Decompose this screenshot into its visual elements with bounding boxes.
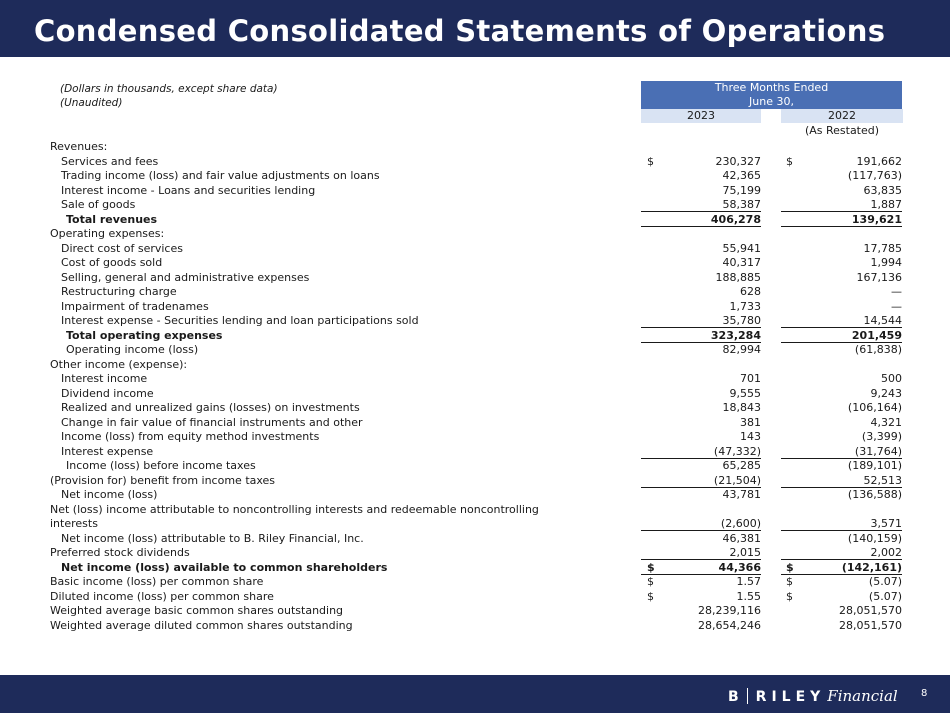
period-header xyxy=(641,81,902,109)
value-2023: 55,941 xyxy=(722,241,761,255)
unaudited-note: (Unaudited) xyxy=(60,97,123,109)
table-row xyxy=(0,343,950,357)
table-row xyxy=(0,430,950,444)
underline-rule xyxy=(781,213,902,227)
period-header-line1: Three Months Ended xyxy=(714,81,829,94)
table-row xyxy=(0,619,950,633)
value-2022: (140,159) xyxy=(847,531,902,545)
row-label: Interest income xyxy=(61,372,148,385)
underline-rule xyxy=(641,546,761,560)
row-label: Net income (loss) xyxy=(61,488,158,501)
table-row xyxy=(0,372,950,386)
column-header-2023: 2023 xyxy=(641,109,761,123)
table-row xyxy=(0,488,950,502)
underline-rule xyxy=(781,329,902,343)
value-2022: 500 xyxy=(881,372,902,385)
value-2023: 35,780 xyxy=(722,314,761,327)
table-row xyxy=(0,155,950,169)
value-2023: 323,284 xyxy=(710,328,761,342)
row-label: Weighted average basic common shares outstanding xyxy=(50,604,344,617)
footer-bar xyxy=(0,675,950,713)
row-label: Operating expenses: xyxy=(50,227,165,240)
value-2023: 188,885 xyxy=(715,270,761,284)
table-row xyxy=(0,314,950,328)
row-label: Restructuring charge xyxy=(61,285,177,298)
value-2022: 2,002 xyxy=(870,546,902,559)
value-2022: 4,321 xyxy=(870,415,902,429)
underline-rule xyxy=(641,314,761,328)
underline-rule xyxy=(641,198,761,212)
value-2023: 1.55 xyxy=(736,589,761,603)
underline-rule xyxy=(641,329,761,343)
value-2023: 28,654,246 xyxy=(698,618,761,632)
value-2022: 9,243 xyxy=(870,386,902,400)
value-2022: 191,662 xyxy=(856,154,902,168)
company-logo xyxy=(728,687,898,705)
table-row xyxy=(0,358,950,372)
value-2022: 1,994 xyxy=(870,256,902,269)
value-2023: 9,555 xyxy=(729,386,761,400)
row-label: Net income (loss) available to common shareholders xyxy=(61,560,388,574)
row-label: Interest expense xyxy=(61,444,154,458)
value-2022: — xyxy=(891,299,902,313)
underline-rule xyxy=(781,474,902,488)
currency-symbol: $ xyxy=(786,589,793,603)
value-2022: 201,459 xyxy=(851,328,902,342)
underline-rule xyxy=(781,445,902,459)
page-number: 8 xyxy=(921,688,928,699)
underline-rule xyxy=(781,314,902,328)
value-2022: (136,588) xyxy=(847,488,902,501)
row-label: Trading income (loss) and fair value adjustments on loans xyxy=(61,169,380,182)
row-label: Selling, general and administrative expenses xyxy=(61,270,310,284)
value-2023: (2,600) xyxy=(720,517,761,530)
row-label: Net (loss) income attributable to noncontrolling interests and redeemable noncontrolling xyxy=(50,502,539,516)
currency-symbol: $ xyxy=(647,575,654,588)
value-2022: (142,161) xyxy=(841,560,902,574)
title-bar xyxy=(0,0,950,57)
logo-b: B xyxy=(728,689,739,705)
table-row xyxy=(0,561,950,575)
table-row xyxy=(0,184,950,198)
value-2023: 82,994 xyxy=(722,343,761,356)
table-row xyxy=(0,300,950,314)
value-2023: 143 xyxy=(740,430,761,443)
row-label: Diluted income (loss) per common share xyxy=(50,589,274,603)
table-row xyxy=(0,140,950,154)
row-label: (Provision for) benefit from income taxes xyxy=(50,473,276,487)
value-2023: 75,199 xyxy=(722,183,761,197)
value-2022: 139,621 xyxy=(851,212,902,226)
value-2023: 381 xyxy=(740,415,761,429)
logo-financial: Financial xyxy=(827,687,898,705)
row-label: Impairment of tradenames xyxy=(61,299,209,313)
value-2022: (5.07) xyxy=(868,575,902,588)
currency-symbol: $ xyxy=(647,560,655,574)
table-row xyxy=(0,590,950,604)
value-2022: (189,101) xyxy=(847,459,902,472)
value-2023: (21,504) xyxy=(713,473,761,487)
row-label: Dividend income xyxy=(61,386,154,400)
value-2022: 63,835 xyxy=(863,183,902,197)
value-2023: 230,327 xyxy=(715,154,761,168)
logo-riley: RILEY xyxy=(755,689,826,705)
row-label: Other income (expense): xyxy=(50,357,188,371)
currency-symbol: $ xyxy=(786,575,793,588)
value-2022: 17,785 xyxy=(863,241,902,255)
table-row xyxy=(0,503,950,517)
underline-rule xyxy=(641,517,761,531)
underline-rule xyxy=(641,213,761,227)
row-label: Cost of goods sold xyxy=(61,256,163,269)
value-2023: 65,285 xyxy=(722,459,761,472)
row-label: interests xyxy=(50,517,98,530)
row-label: Basic income (loss) per common share xyxy=(50,575,264,588)
row-label: Interest expense - Securities lending and loan participations sold xyxy=(61,314,419,327)
table-row xyxy=(0,271,950,285)
value-2022: 28,051,570 xyxy=(839,618,902,632)
row-label: Operating income (loss) xyxy=(66,343,199,356)
underline-rule xyxy=(781,198,902,212)
row-label: Direct cost of services xyxy=(61,241,183,255)
table-row xyxy=(0,329,950,343)
table-row xyxy=(0,532,950,546)
value-2022: 3,571 xyxy=(870,517,902,530)
table-row xyxy=(0,575,950,589)
row-label: Sale of goods xyxy=(61,198,136,211)
period-header-line2: June 30, xyxy=(749,95,794,108)
row-label: Revenues: xyxy=(50,140,108,153)
units-note: (Dollars in thousands, except share data) xyxy=(60,83,278,95)
underline-rule xyxy=(641,445,761,459)
table-row xyxy=(0,198,950,212)
table-row xyxy=(0,213,950,227)
underline-rule xyxy=(781,561,902,575)
logo-divider xyxy=(747,688,748,704)
table-row xyxy=(0,401,950,415)
value-2022: (106,164) xyxy=(847,401,902,414)
value-2023: 2,015 xyxy=(729,546,761,559)
row-label: Weighted average diluted common shares outstanding xyxy=(50,618,353,632)
value-2023: 1,733 xyxy=(729,299,761,313)
value-2023: (47,332) xyxy=(713,444,761,458)
restated-note: (As Restated) xyxy=(804,124,880,137)
value-2023: 1.57 xyxy=(736,575,761,588)
value-2022: 28,051,570 xyxy=(839,604,902,617)
row-label: Income (loss) from equity method investments xyxy=(61,430,320,443)
value-2023: 18,843 xyxy=(722,401,761,414)
value-2022: 167,136 xyxy=(856,270,902,284)
value-2023: 42,365 xyxy=(722,169,761,182)
value-2023: 701 xyxy=(740,372,761,385)
table-row xyxy=(0,387,950,401)
value-2023: 28,239,116 xyxy=(698,604,761,617)
table-row xyxy=(0,285,950,299)
currency-symbol: $ xyxy=(647,589,654,603)
table-row xyxy=(0,517,950,531)
table-row xyxy=(0,474,950,488)
value-2023: 46,381 xyxy=(722,531,761,545)
table-row xyxy=(0,242,950,256)
value-2023: 628 xyxy=(740,285,761,298)
table-row xyxy=(0,256,950,270)
table-row xyxy=(0,604,950,618)
underline-rule xyxy=(781,546,902,560)
value-2022: — xyxy=(891,285,902,298)
page-title: Condensed Consolidated Statements of Operations xyxy=(34,14,886,48)
row-label: Services and fees xyxy=(61,154,159,168)
row-label: Preferred stock dividends xyxy=(50,546,190,559)
table-row xyxy=(0,227,950,241)
value-2022: 52,513 xyxy=(863,473,902,487)
table-row xyxy=(0,546,950,560)
currency-symbol: $ xyxy=(786,154,793,168)
row-label: Net income (loss) attributable to B. Riley Financial, Inc. xyxy=(61,531,364,545)
row-label: Realized and unrealized gains (losses) on investments xyxy=(61,401,360,414)
row-label: Interest income - Loans and securities lending xyxy=(61,183,316,197)
value-2023: 43,781 xyxy=(722,488,761,501)
column-header-2022: 2022 xyxy=(781,109,903,123)
value-2023: 406,278 xyxy=(710,212,761,226)
currency-symbol: $ xyxy=(647,154,654,168)
value-2022: 14,544 xyxy=(863,314,902,327)
row-label: Total operating expenses xyxy=(66,328,223,342)
value-2023: 40,317 xyxy=(722,256,761,269)
value-2022: (61,838) xyxy=(854,343,902,356)
table-row xyxy=(0,445,950,459)
value-2023: 44,366 xyxy=(718,560,761,574)
row-label: Change in fair value of financial instruments and other xyxy=(61,415,363,429)
value-2022: (5.07) xyxy=(868,589,902,603)
row-label: Total revenues xyxy=(66,212,158,226)
value-2022: 1,887 xyxy=(870,198,902,211)
underline-rule xyxy=(641,474,761,488)
value-2022: (3,399) xyxy=(861,430,902,443)
currency-symbol: $ xyxy=(786,560,794,574)
underline-rule xyxy=(641,561,761,575)
underline-rule xyxy=(781,517,902,531)
row-label: Income (loss) before income taxes xyxy=(66,459,256,472)
table-row xyxy=(0,169,950,183)
value-2022: (117,763) xyxy=(847,169,902,182)
table-row xyxy=(0,459,950,473)
table-row xyxy=(0,416,950,430)
value-2023: 58,387 xyxy=(722,198,761,211)
value-2022: (31,764) xyxy=(854,444,902,458)
